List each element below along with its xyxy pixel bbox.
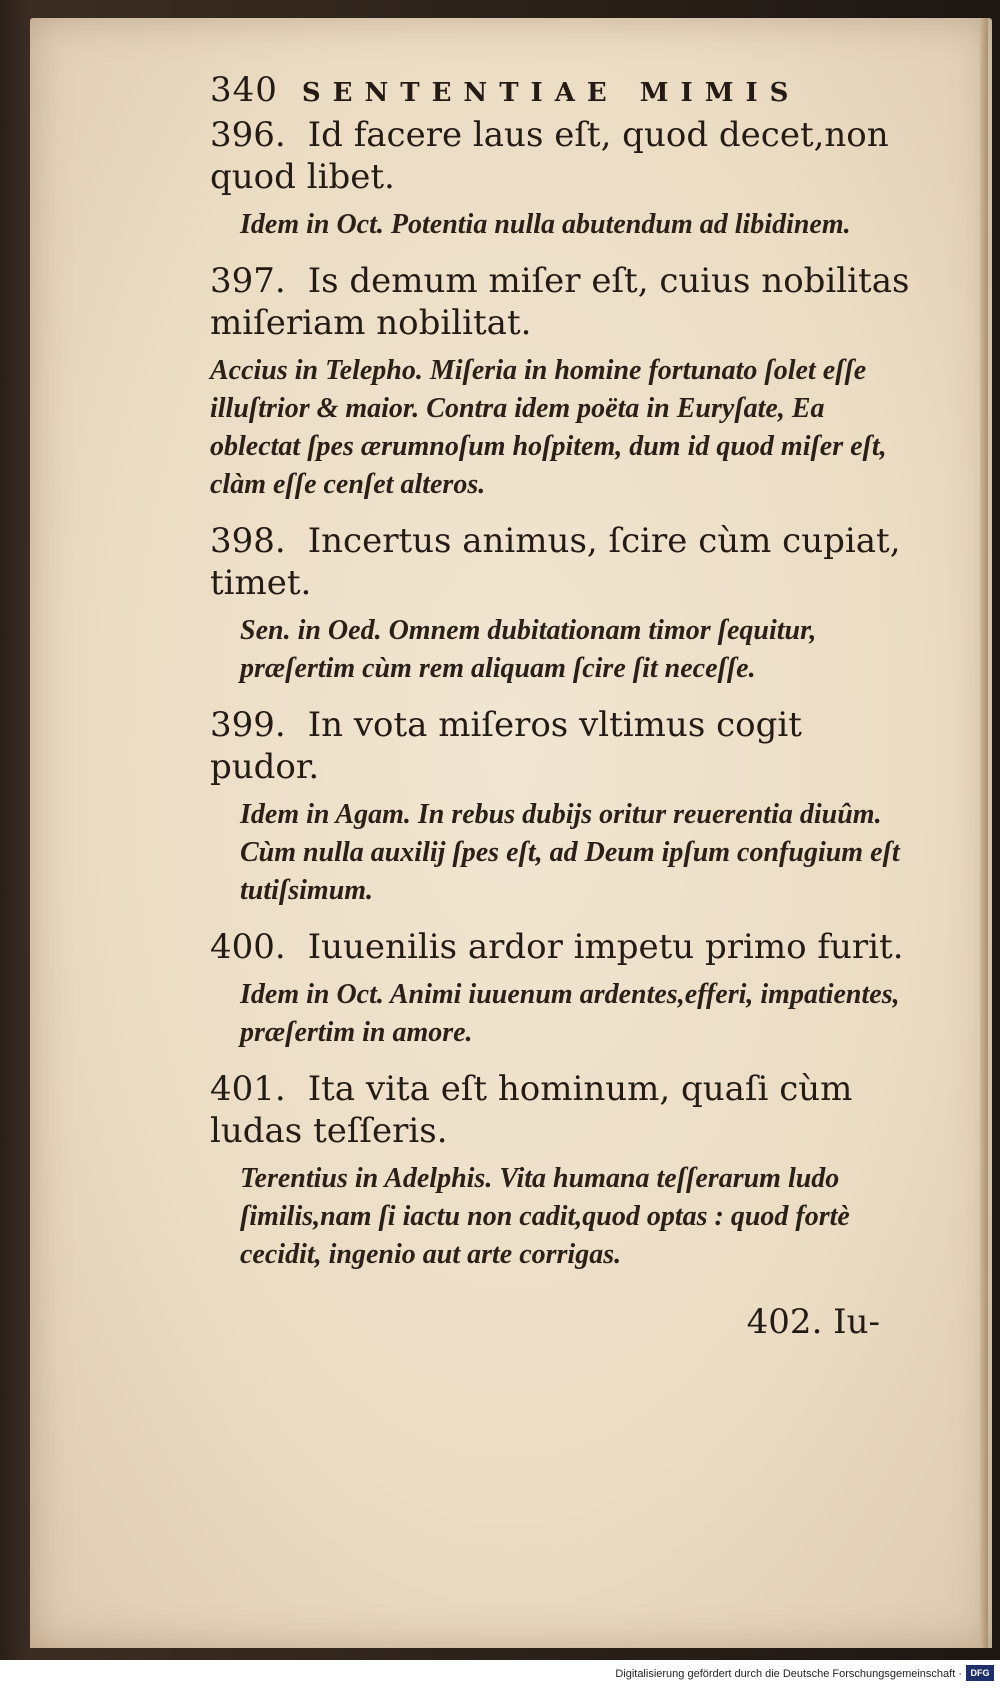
page-number: 340 xyxy=(210,70,278,110)
sententia-400 xyxy=(210,926,910,968)
sententia-number: 397. xyxy=(210,261,286,301)
page-edge xyxy=(980,18,988,1648)
dfg-logo-icon: DFG xyxy=(966,1665,994,1681)
sententia-text: Id facere laus eſt, quod decet,non quod libet. xyxy=(210,115,889,197)
sententia-number: 401. xyxy=(210,1069,286,1109)
sententia-396 xyxy=(210,114,910,198)
sententia-398 xyxy=(210,520,910,604)
sententia-397 xyxy=(210,260,910,344)
running-head-title: SENTENTIAE MIMIS xyxy=(301,78,801,108)
sententia-text: Ita vita eſt hominum, quaſi cùm ludas teſſeris. xyxy=(210,1069,853,1151)
catchword: 402. Iu- xyxy=(746,1302,880,1342)
sententia-text: Iuuenilis ardor impetu primo furit. xyxy=(307,927,904,967)
sententia-text: In vota miſeros vltimus cogit pudor. xyxy=(210,705,802,787)
sententia-number: 396. xyxy=(210,115,286,155)
page-content xyxy=(210,70,910,1290)
sententia-401 xyxy=(210,1068,910,1152)
sententia-text: Incertus animus, ſcire cùm cupiat, timet. xyxy=(210,521,901,603)
sententia-number: 398. xyxy=(210,521,286,561)
sententia-399 xyxy=(210,704,910,788)
commentary-401: Terentius in Adelphis. Vita humana teſſerarum ludo ſimilis,nam ſi iactu non cadit,quod optas : quod fortè cecidit, ingenio aut arte corrigas. xyxy=(240,1163,850,1270)
commentary-400: Idem in Oct. Animi iuuenum ardentes,efferi, impatientes, præſertim in amore. xyxy=(240,979,900,1048)
sententia-text: Is demum miſer eſt, cuius nobilitas miſeriam nobilitat. xyxy=(210,261,910,343)
commentary-396: Idem in Oct. Potentia nulla abutendum ad libidinem. xyxy=(240,209,851,240)
sententia-number: 399. xyxy=(210,705,286,745)
sententia-number: 400. xyxy=(210,927,286,967)
commentary-398: Sen. in Oed. Omnem dubitationam timor ſequitur, præſertim cùm rem aliquam ſcire ſit neceſſe. xyxy=(240,615,817,684)
commentary-397: Accius in Telepho. Miſeria in homine fortunato ſolet eſſe illuſtrior & maior. Contra idem poëta in Euryſate, Ea oblectat ſpes ærumnoſum hoſpitem, dum id quod miſer eſt, clàm eſſe cenſet alteros. xyxy=(210,355,887,500)
digitization-credit: Digitalisierung gefördert durch die Deutsche Forschungsgemeinschaft · xyxy=(615,1668,962,1680)
running-head xyxy=(210,70,910,110)
commentary-399: Idem in Agam. In rebus dubijs oritur reuerentia diuûm. Cùm nulla auxilij ſpes eſt, ad Deum ipſum confugium eſt tutiſsimum. xyxy=(240,799,900,906)
